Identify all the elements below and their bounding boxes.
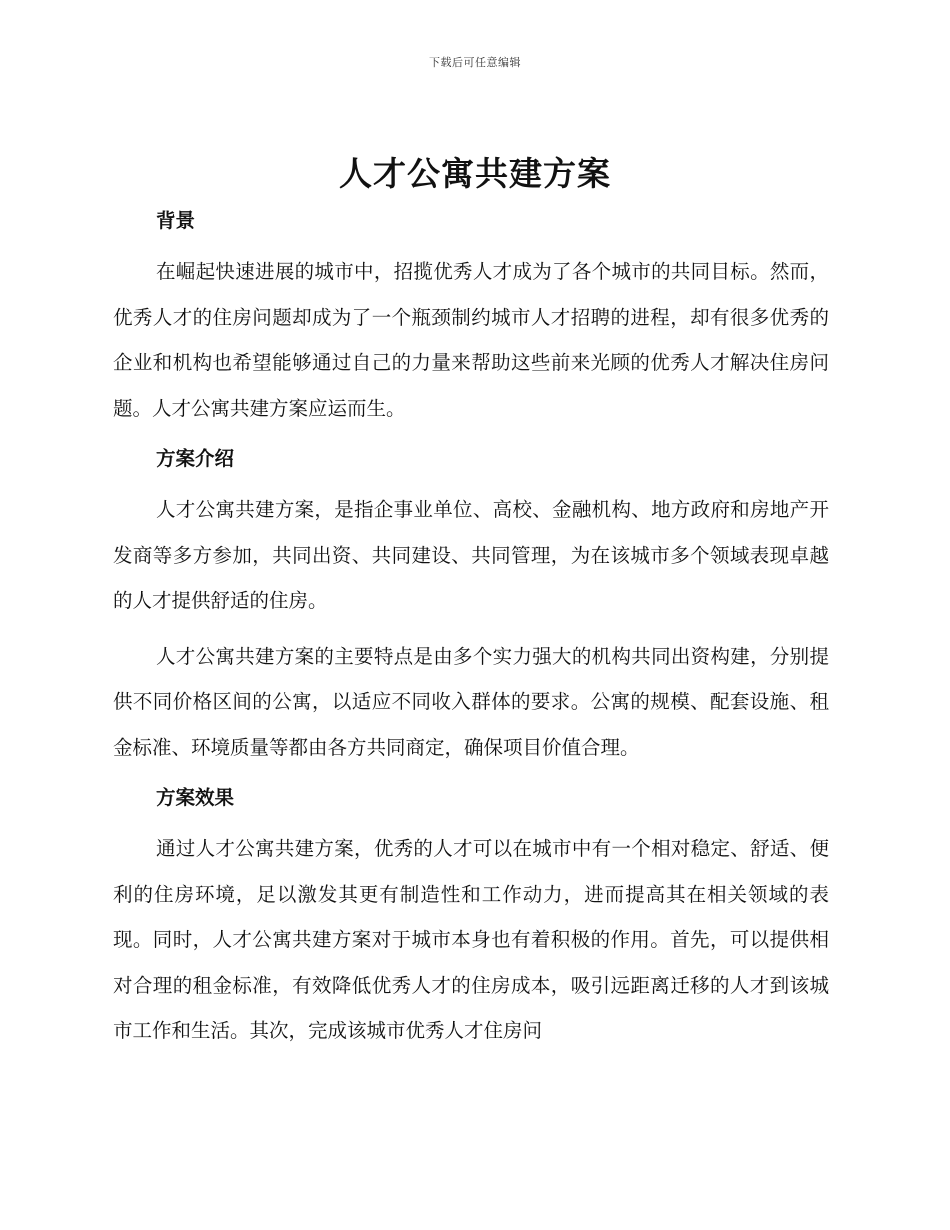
paragraph: 人才公寓共建方案，是指企事业单位、高校、金融机构、地方政府和房地产开发商等多方参加，共同出资、共同建设、共同管理，为在该城市多个领域表现卓越的人才提供舒适的住房。 — [113, 498, 829, 612]
section-heading: 背景 — [156, 209, 196, 232]
section-heading: 方案效果 — [156, 786, 235, 809]
section-plan-intro — [113, 441, 829, 780]
header-note: 下载后可任意编辑 — [429, 56, 521, 69]
paragraph: 人才公寓共建方案的主要特点是由多个实力强大的机构共同出资构建，分别提供不同价格区间的公寓，以适应不同收入群体的要求。公寓的规模、配套设施、租金标准、环境质量等都由各方共同商定，确保项目价值合理。 — [113, 644, 829, 759]
document-body — [113, 203, 829, 1054]
document-title: 人才公寓共建方案 — [339, 154, 611, 193]
section-background — [113, 203, 829, 441]
section-plan-effect — [113, 780, 829, 1054]
paragraph: 通过人才公寓共建方案，优秀的人才可以在城市中有一个相对稳定、舒适、便利的住房环境，足以激发其更有制造性和工作动力，进而提高其在相关领域的表现。同时，人才公寓共建方案对于城市本身也有着积极的作用。首先，可以提供相对合理的租金标准，有效降低优秀人才的住房成本，吸引远距离迁移的人才到该城市工作和生活。其次，完成该城市优秀人才住房问 — [113, 837, 829, 1042]
section-heading: 方案介绍 — [156, 447, 235, 470]
paragraph: 在崛起快速进展的城市中，招揽优秀人才成为了各个城市的共同目标。然而，优秀人才的住房问题却成为了一个瓶颈制约城市人才招聘的进程，却有很多优秀的企业和机构也希望能够通过自己的力量来帮助这些前来光顾的优秀人才解决住房问题。人才公寓共建方案应运而生。 — [113, 260, 829, 420]
